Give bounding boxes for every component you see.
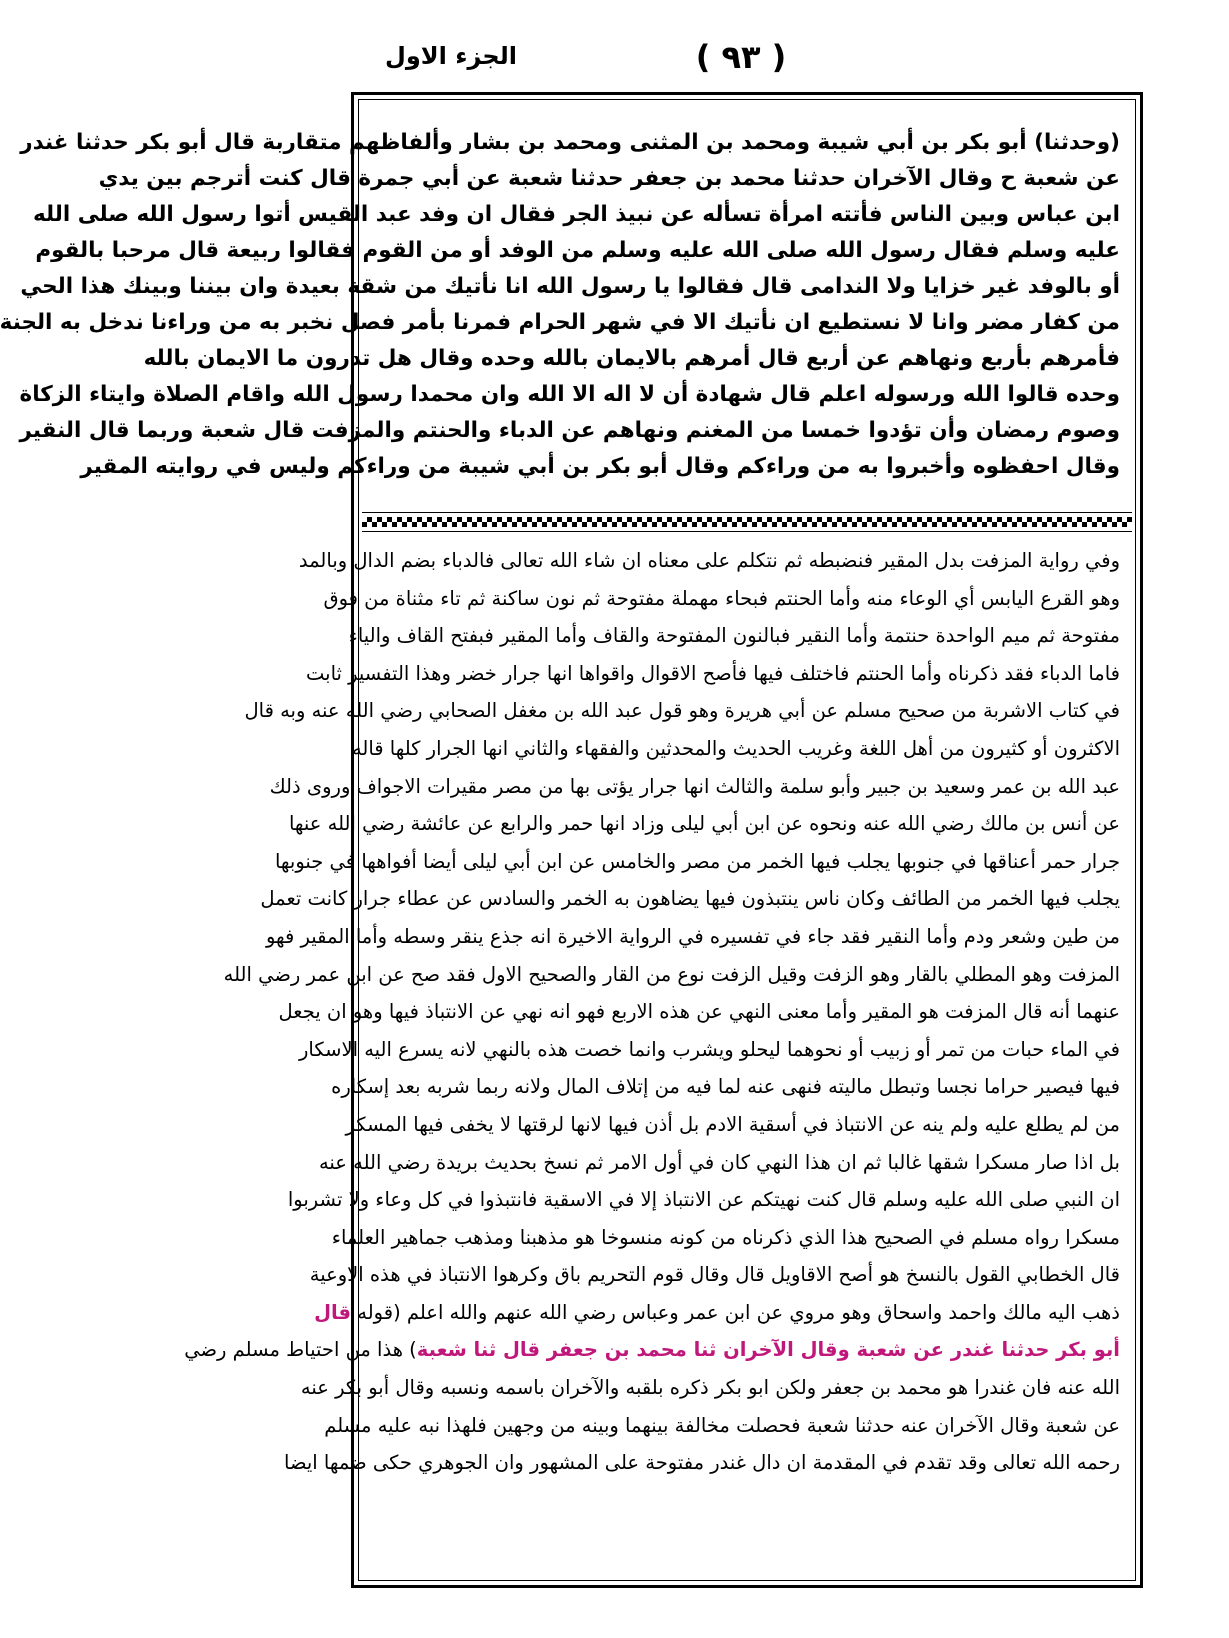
commentary-line: الاكثرون أو كثيرون من أهل اللغة وغريب الحديث والمحدثين والفقهاء والثاني انها الجرار كلها قاله xyxy=(351,736,1120,760)
line-text: ذهب اليه مالك واحمد واسحاق وهو مروي عن ابن عمر وعباس رضي الله عنهم والله اعلم (قوله xyxy=(351,1300,1120,1324)
checkered-divider xyxy=(362,512,1132,532)
commentary-line: فيها فيصير حراما نجسا وتبطل ماليته فنهى عنه لما فيه من إتلاف المال ولانه ربما شربه بعد إسكاره xyxy=(331,1075,1120,1099)
line-text: ) هذا من احتياط مسلم رضي xyxy=(184,1338,417,1362)
commentary-line: عن شعبة وقال الآخران عنه حدثنا شعبة فحصلت مخالفة بينهما وبينه من وجهين فلهذا نبه عليه مسلم xyxy=(324,1413,1120,1437)
commentary-line-with-quote xyxy=(184,1331,1120,1369)
commentary-line: عنهما أنه قال المزفت هو المقير وأما معنى النهي عن هذه الاربع فهو انه نهي عن الانتباذ فيها وهو ان يجعل xyxy=(278,1000,1120,1024)
commentary-text xyxy=(184,542,1120,1572)
commentary-line: من طين وشعر ودم وأما النقير فقد جاء في تفسيره في الرواية الاخيرة انه جذع ينقر وسطه وأما المقير فهو xyxy=(265,924,1120,948)
hadith-line: (وحدثنا) أبو بكر بن أبي شيبة ومحمد بن المثنى ومحمد بن بشار وألفاظهم متقاربة قال أبو بكر حدثنا غندر xyxy=(20,130,1120,155)
commentary-line: بل اذا صار مسكرا شقها غالبا ثم ان هذا النهي كان في أول الامر ثم نسخ بحديث بريدة رضي الله عنه xyxy=(318,1150,1120,1174)
commentary-line: رحمه الله تعالى وقد تقدم في المقدمة ان دال غندر مفتوحة على المشهور وان الجوهري حكى ضمها ايضا xyxy=(284,1451,1120,1475)
commentary-line: المزفت وهو المطلي بالقار وهو الزفت وقيل الزفت نوع من القار والصحيح الاول فقد صح عن ابن عمر رضي الله xyxy=(223,962,1120,986)
commentary-line: في كتاب الاشربة من صحيح مسلم عن أبي هريرة وهو قول عبد الله بن مغفل الصحابي رضي الله عنه وبه قال xyxy=(244,699,1120,723)
commentary-line: وهو القرع اليابس أي الوعاء منه وأما الحنتم فبحاء مهملة مفتوحة ثم نون ساكنة ثم تاء مثناة من فوق xyxy=(323,586,1120,610)
commentary-line: من لم يطلع عليه ولم ينه عن الانتباذ في أسقية الادم بل أذن فيها لانها لرقتها لا يخفى فيها المسكر xyxy=(345,1112,1120,1136)
commentary-line: جرار حمر أعناقها في جنوبها يجلب فيها الخمر من مصر والخامس عن ابن أبي ليلى أيضا أفواهها في جنوبها xyxy=(274,849,1120,873)
hadith-line: من كفار مضر وانا لا نستطيع ان نأتيك الا في شهر الحرام فمرنا بأمر فصل نخبر به من وراءنا ندخل به الجنة xyxy=(0,310,1120,335)
commentary-line: قال الخطابي القول بالنسخ هو أصح الاقاويل قال وقال قوم التحريم باق وكرهوا الانتباذ في هذه الاوعية xyxy=(309,1263,1120,1287)
commentary-line: عن أنس بن مالك رضي الله عنه ونحوه عن ابن أبي ليلى وزاد انها حمر والرابع عن عائشة رضي الله عنها xyxy=(288,812,1120,836)
hadith-line: ابن عباس وبين الناس فأتته امرأة تسأله عن نبيذ الجر فقال ان وفد عبد القيس أتوا رسول الله صلى الله xyxy=(32,202,1120,227)
quoted-phrase: أبو بكر حدثنا غندر عن شعبة وقال الآخران ثنا محمد بن جعفر قال ثنا شعبة xyxy=(416,1338,1120,1362)
hadith-line: وصوم رمضان وأن تؤدوا خمسا من المغنم ونهاهم عن الدباء والحنتم والمزفت قال شعبة وربما قال النقير xyxy=(19,418,1120,443)
hadith-line: عن شعبة ح وقال الآخران حدثنا محمد بن جعفر حدثنا شعبة عن أبي جمرة قال كنت أترجم بين يدي xyxy=(98,166,1120,191)
commentary-line: مسكرا رواه مسلم في الصحيح هذا الذي ذكرناه من كونه منسوخا هو مذهبنا ومذهب جماهير العلماء xyxy=(331,1225,1120,1249)
page-header xyxy=(71,38,1229,98)
hadith-line: أو بالوفد غير خزايا ولا الندامى قال فقالوا يا رسول الله انا نأتيك من شقة بعيدة وان بيننا وبينك هذا الحي xyxy=(20,274,1120,299)
divider-pattern xyxy=(362,517,1132,527)
volume-title: الجزء الاول xyxy=(385,42,517,70)
commentary-line: الله عنه فان غندرا هو محمد بن جعفر ولكن ابو بكر ذكره بلقبه والآخران باسمه ونسبه وقال أبو بكر عنه xyxy=(300,1376,1120,1400)
commentary-line: مفتوحة ثم ميم الواحدة حنتمة وأما النقير فبالنون المفتوحة والقاف وأما المقير فبفتح القاف والياء xyxy=(348,624,1120,648)
hadith-text xyxy=(0,125,1120,525)
commentary-line-with-quote-start xyxy=(314,1294,1120,1332)
hadith-line: وحده قالوا الله ورسوله اعلم قال شهادة أن لا اله الا الله وان محمدا رسول الله واقام الصلاة وايتاء الزكاة xyxy=(19,382,1120,407)
commentary-line: في الماء حبات من تمر أو زبيب أو نحوهما ليحلو ويشرب وانما خصت هذه بالنهي لانه يسرع اليه الاسكار xyxy=(299,1037,1120,1061)
page-number: ( ٩٣ ) xyxy=(695,38,787,76)
hadith-line: وقال احفظوه وأخبروا به من وراءكم وقال أبو بكر بن أبي شيبة من وراءكم وليس في روايته المقير xyxy=(80,454,1120,479)
hadith-line: فأمرهم بأربع ونهاهم عن أربع قال أمرهم بالايمان بالله وحده وقال هل تدرون ما الايمان بالله xyxy=(143,346,1120,371)
commentary-line: فاما الدباء فقد ذكرناه وأما الحنتم فاختلف فيها فأصح الاقوال واقواها انها جرار خضر وهذا التفسير ثابت xyxy=(306,661,1120,685)
commentary-line: ان النبي صلى الله عليه وسلم قال كنت نهيتكم عن الانتباذ إلا في الاسقية فانتبذوا في كل وعاء ولا تشربوا xyxy=(287,1188,1120,1212)
commentary-line: وفي رواية المزفت بدل المقير فنضبطه ثم نتكلم على معناه ان شاء الله تعالى فالدباء بضم الدال وبالمد xyxy=(298,549,1120,572)
commentary-line: عبد الله بن عمر وسعيد بن جبير وأبو سلمة والثالث انها جرار يؤتى بها من مصر مقيرات الاجواف وروى ذلك xyxy=(269,774,1120,798)
commentary-line: يجلب فيها الخمر من الطائف وكان ناس ينتبذون فيها يضاهون به الخمر والسادس عن عطاء جرار كانت تعمل xyxy=(260,887,1120,911)
hadith-line: عليه وسلم فقال رسول الله صلى الله عليه وسلم من الوفد أو من القوم فقالوا ربيعة قال مرحبا بالقوم xyxy=(35,238,1120,263)
page-frame xyxy=(0,92,1143,1588)
quoted-phrase: قال xyxy=(314,1300,352,1324)
